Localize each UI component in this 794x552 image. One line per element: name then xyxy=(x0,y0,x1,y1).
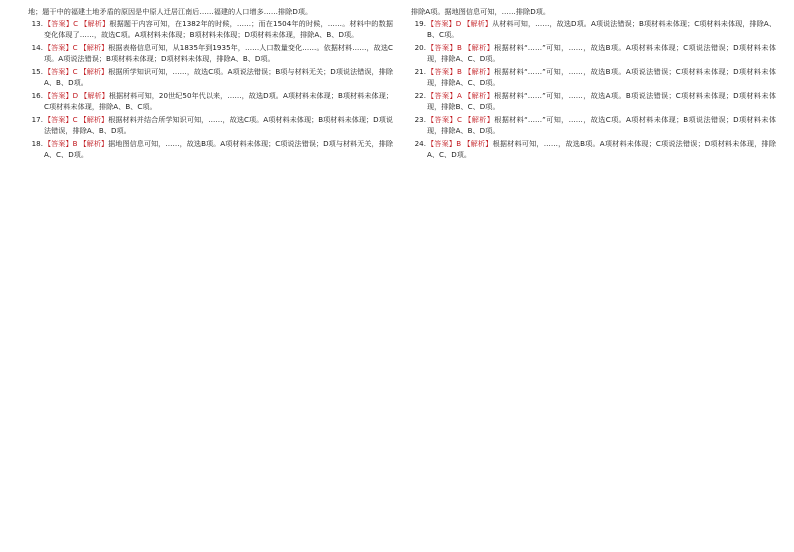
analysis-tag: 【解析】 xyxy=(79,139,109,149)
answer-letter: D xyxy=(455,19,462,29)
answer-letter: C xyxy=(72,43,78,53)
question-24 xyxy=(411,138,776,160)
question-number: 17. xyxy=(31,115,43,125)
analysis-tag: 【解析】 xyxy=(463,19,493,29)
left-column xyxy=(28,6,393,544)
answer-letter: A xyxy=(456,91,462,101)
right-column xyxy=(409,6,776,544)
analysis-text: 据地图信息可知，……，故选B项。A项材料未体现；C项说法错误；D项与材料无关，排除A、C、D项。 xyxy=(44,139,394,160)
answer-tag: 【答案】 xyxy=(427,139,457,149)
analysis-text: 根据材料可知，……，故选B项。A项材料未体现；C项说法错误；D项材料未体现，排除A、C、D项。 xyxy=(427,139,776,160)
answer-tag: 【答案】 xyxy=(427,115,457,125)
analysis-tag: 【解析】 xyxy=(80,19,110,29)
answer-tag: 【答案】 xyxy=(44,67,73,77)
answer-letter: C xyxy=(72,115,78,125)
analysis-tag: 【解析】 xyxy=(79,67,109,77)
question-number: 13. xyxy=(31,19,43,29)
left-continuation-text: 地；题干中的福建土地矛盾的原因是中原人迁居江南后……福建的人口增多……排除D项。 xyxy=(28,7,313,16)
analysis-tag: 【解析】 xyxy=(463,43,495,53)
answer-tag: 【答案】 xyxy=(44,91,73,101)
question-19 xyxy=(411,18,776,40)
analysis-text: 根据材料并结合所学知识可知，……，故选C项。A项材料未体现；B项材料未体现；D项说法错误，排除A、B、D项。 xyxy=(44,115,393,136)
question-16 xyxy=(28,90,393,112)
right-continuation-text: 排除A项。据地图信息可知，……排除D项。 xyxy=(411,7,551,16)
answer-tag: 【答案】 xyxy=(427,43,457,53)
question-17 xyxy=(28,114,393,136)
analysis-text: 根据材料“……”可知，……，故选B项。A项材料未体现；C项说法错误；D项材料未体现，排除A、C、D项。 xyxy=(427,43,777,64)
analysis-text: 从材料可知，……，故选D项。A项说法错误；B项材料未体现；C项材料未体现，排除A、B、C项。 xyxy=(427,19,777,40)
question-number: 14. xyxy=(31,43,43,53)
answer-letter: B xyxy=(456,139,462,149)
analysis-text: 根据材料“……”可知，……，故选C项。A项材料未体现；B项说法错误；D项材料未体现，排除A、B、D项。 xyxy=(427,115,777,136)
analysis-tag: 【解析】 xyxy=(79,115,109,125)
analysis-text: 根据材料“……”可知，……，故选B项。A项说法错误；C项材料未体现；D项材料未体现，排除A、C、D项。 xyxy=(427,67,777,88)
question-13 xyxy=(28,18,393,40)
question-number: 19. xyxy=(414,19,426,29)
question-number: 18. xyxy=(31,139,43,149)
question-number: 15. xyxy=(31,67,43,77)
answer-tag: 【答案】 xyxy=(427,19,456,29)
question-21 xyxy=(411,66,776,88)
answer-letter: C xyxy=(72,67,78,77)
question-number: 23. xyxy=(414,115,426,125)
analysis-tag: 【解析】 xyxy=(463,115,495,125)
answer-tag: 【答案】 xyxy=(44,19,74,29)
answer-tag: 【答案】 xyxy=(427,67,457,77)
question-14 xyxy=(28,42,393,64)
question-number: 22. xyxy=(414,91,426,101)
answer-letter: B xyxy=(456,67,462,77)
question-number: 16. xyxy=(31,91,43,101)
question-18 xyxy=(28,138,393,160)
question-number: 21. xyxy=(414,67,426,77)
answer-letter: D xyxy=(72,91,79,101)
question-23 xyxy=(411,114,776,136)
question-20 xyxy=(411,42,776,64)
analysis-tag: 【解析】 xyxy=(80,91,109,101)
question-15 xyxy=(28,66,393,88)
analysis-text: 根据材料可知，20世纪50年代以来，……，故选D项。A项材料未体现；B项材料未体现；C项材料未体现，排除A、B、C项。 xyxy=(44,91,393,112)
answer-tag: 【答案】 xyxy=(44,43,73,53)
analysis-tag: 【解析】 xyxy=(463,67,495,77)
question-22 xyxy=(411,90,776,112)
analysis-tag: 【解析】 xyxy=(463,139,493,149)
answer-tag: 【答案】 xyxy=(427,91,457,101)
question-number: 24. xyxy=(414,139,426,149)
answer-letter: C xyxy=(73,19,79,29)
answer-letter: B xyxy=(72,139,78,149)
analysis-tag: 【解析】 xyxy=(79,43,109,53)
analysis-tag: 【解析】 xyxy=(463,91,495,101)
analysis-text: 根据所学知识可知，……，故选C项。A项说法错误；B项与材料无关；D项说法错误，排除A、B、D项。 xyxy=(44,67,393,88)
answer-tag: 【答案】 xyxy=(44,115,73,125)
question-number: 20. xyxy=(414,43,426,53)
analysis-text: 根据表格信息可知，从1835年到1935年，……人口数量变化……。依据材料……，故选C项。A项说法错误；B项材料未体现；D项材料未体现，排除A、B、D项。 xyxy=(44,43,393,64)
analysis-text: 根据题干内容可知，在1382年的时候，……；而在1504年的时候，……。材料中的数据变化体现了……，故选C项。A项材料未体现；B项材料未体现；D项材料未体现，排除A、B、D项。 xyxy=(44,19,393,40)
answer-letter: C xyxy=(456,115,462,125)
answer-letter: B xyxy=(456,43,462,53)
analysis-text: 根据材料“……”可知，……，故选A项。B项说法错误；C项材料未体现；D项材料未体现，排除B、C、D项。 xyxy=(427,91,777,112)
answer-tag: 【答案】 xyxy=(44,139,73,149)
